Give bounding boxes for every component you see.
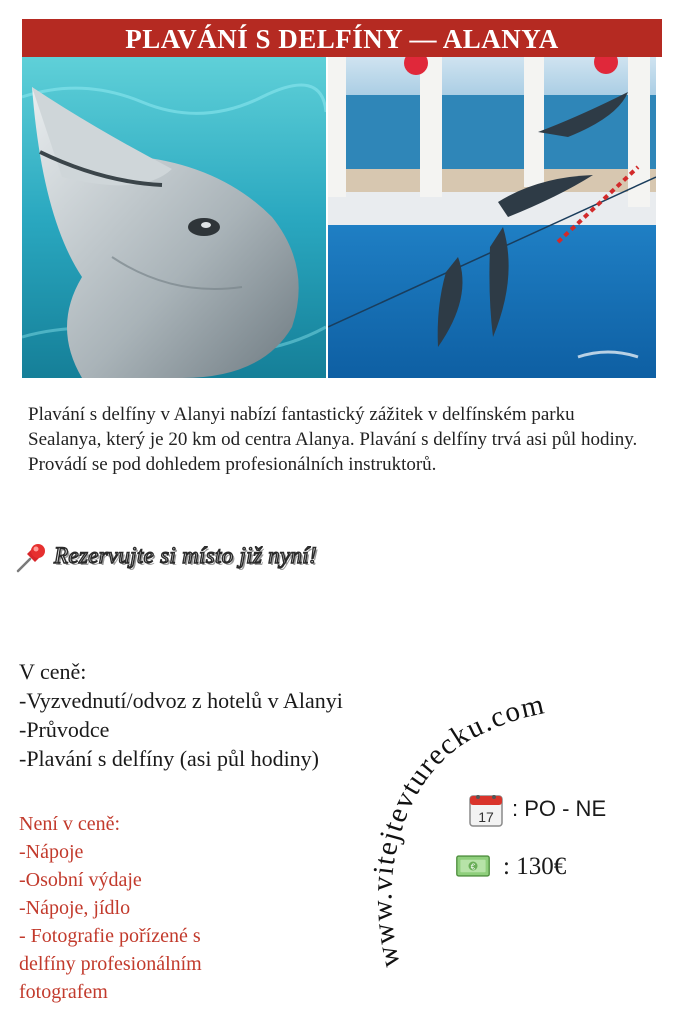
list-item: -Nápoje [19,841,84,863]
included-heading: V ceně: [19,659,87,684]
page-title: PLAVÁNÍ S DELFÍNY — ALANYA [125,24,559,54]
pushpin-icon [14,541,48,575]
description-text: Plavání s delfíny v Alanyi nabízí fantastický zážitek v delfínském parku Sealanya, který je 20 km od centra Alanya. Plavání s delfíny trvá asi půl hodiny. Provádí se pod dohledem profesionálních instruktorů. [28,404,638,475]
website-url-text: www.vitejtevturecku.com [366,688,549,971]
title-banner [22,19,662,57]
list-item: - Fotografie pořízené s [19,925,201,947]
calendar-day: 17 [478,809,494,825]
list-item: fotografem [19,981,108,1003]
list-item: delfíny profesionálním [19,953,202,975]
svg-text:www.vitejtevturecku.com [366,688,548,970]
reservation-text: Rezervujte si místo již nyní! [54,543,317,568]
jumping-dolphins-image [328,57,656,378]
list-item: -Vyzvednutí/odvoz z hotelů v Alanyi [19,688,343,713]
list-item: -Osobní výdaje [19,869,142,891]
list-item: -Plavání s delfíny (asi půl hodiny) [19,746,320,771]
price-text: : 130€ [503,853,567,880]
schedule-text: : PO - NE [512,796,607,821]
excluded-list [19,810,289,1006]
list-item: -Nápoje, jídlo [19,897,131,919]
dolphin-closeup-image [22,57,326,378]
money-icon [455,848,491,884]
calendar-icon [468,792,504,828]
excluded-heading: Není v ceně: [19,813,121,835]
svg-text:€: € [470,862,476,872]
reservation-callout [14,541,414,577]
list-item: -Průvodce [19,717,110,742]
website-url [360,680,650,980]
